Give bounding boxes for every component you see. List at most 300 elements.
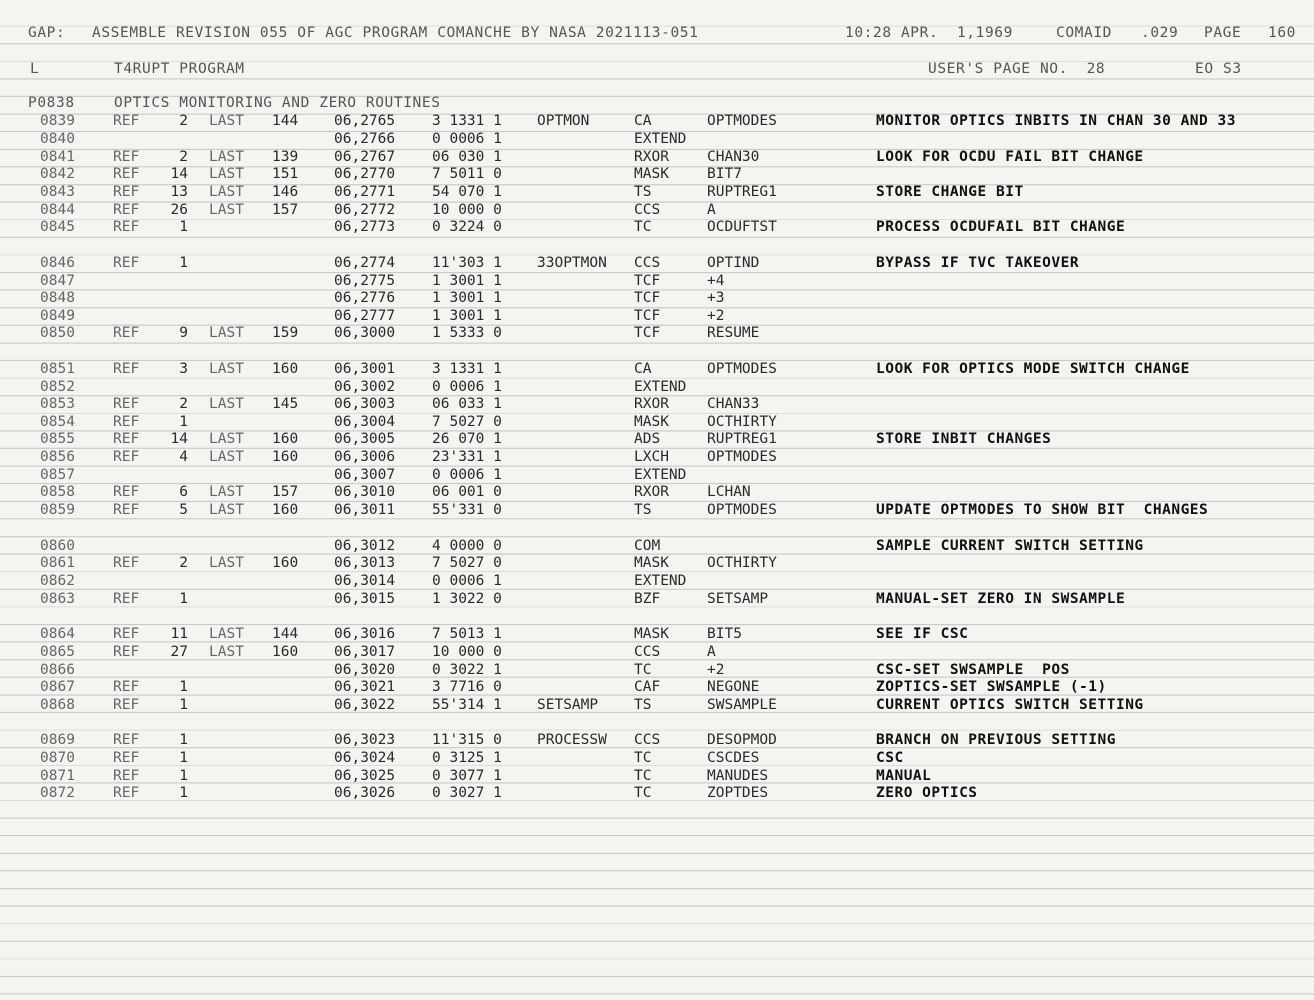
assembly-title: ASSEMBLE REVISION 055 OF AGC PROGRAM COMANCHE BY NASA 2021113-051 bbox=[92, 25, 699, 41]
comment: CURRENT OPTICS SWITCH SETTING bbox=[876, 697, 1144, 713]
opcode: MASK bbox=[634, 555, 669, 571]
octal-code: 0 3224 0 bbox=[432, 219, 502, 235]
listing-row bbox=[0, 430, 1314, 448]
opcode: RXOR bbox=[634, 149, 669, 165]
opcode: TCF bbox=[634, 273, 661, 289]
line-number: 0845 bbox=[40, 219, 75, 235]
listing-row bbox=[0, 360, 1314, 378]
address: 06,2766 bbox=[334, 131, 396, 147]
last-page: 159 bbox=[272, 325, 299, 341]
comment: MANUAL bbox=[876, 768, 932, 784]
ref-count: 11 bbox=[170, 626, 188, 642]
opcode: CCS bbox=[634, 732, 661, 748]
last-label: LAST bbox=[209, 202, 244, 218]
opcode: TS bbox=[634, 184, 652, 200]
line-number: 0856 bbox=[40, 449, 75, 465]
operand: ZOPTDES bbox=[707, 785, 769, 801]
ref-label: REF bbox=[113, 449, 140, 465]
address: 06,3021 bbox=[334, 679, 396, 695]
octal-code: 0 3022 1 bbox=[432, 662, 502, 678]
last-label: LAST bbox=[209, 184, 244, 200]
opcode: EXTEND bbox=[634, 131, 687, 147]
ref-label: REF bbox=[113, 166, 140, 182]
symbol-label: SETSAMP bbox=[537, 697, 599, 713]
octal-code: 26 070 1 bbox=[432, 431, 502, 447]
operand: OPTMODES bbox=[707, 113, 777, 129]
listing-row bbox=[0, 767, 1314, 785]
opcode: TC bbox=[634, 785, 652, 801]
listing-row bbox=[0, 625, 1314, 643]
ref-label: REF bbox=[113, 626, 140, 642]
last-label: LAST bbox=[209, 644, 244, 660]
ref-label: REF bbox=[113, 255, 140, 271]
last-page: 160 bbox=[272, 502, 299, 518]
operand: A bbox=[707, 202, 716, 218]
address: 06,3025 bbox=[334, 768, 396, 784]
octal-code: 7 5027 0 bbox=[432, 555, 502, 571]
address: 06,3001 bbox=[334, 361, 396, 377]
assembly-datetime: 10:28 APR. 1,1969 bbox=[845, 25, 1013, 41]
address: 06,2774 bbox=[334, 255, 396, 271]
comment: CSC bbox=[876, 750, 904, 766]
last-page: 160 bbox=[272, 644, 299, 660]
ref-label: REF bbox=[113, 768, 140, 784]
ref-count: 1 bbox=[179, 750, 188, 766]
opcode: CAF bbox=[634, 679, 661, 695]
last-page: 144 bbox=[272, 626, 299, 642]
opcode: CA bbox=[634, 361, 652, 377]
line-number: 0872 bbox=[40, 785, 75, 801]
listing-row bbox=[0, 324, 1314, 342]
ref-count: 3 bbox=[179, 361, 188, 377]
listing-row bbox=[0, 165, 1314, 183]
address: 06,2772 bbox=[334, 202, 396, 218]
listing-row bbox=[0, 501, 1314, 519]
operand: OCTHIRTY bbox=[707, 414, 777, 430]
ref-count: 2 bbox=[179, 149, 188, 165]
last-label: LAST bbox=[209, 626, 244, 642]
address: 06,3010 bbox=[334, 484, 396, 500]
address: 06,3003 bbox=[334, 396, 396, 412]
listing-row bbox=[0, 749, 1314, 767]
header-line-2 bbox=[0, 60, 1314, 78]
operand: OCDUFTST bbox=[707, 219, 777, 235]
operand: MANUDES bbox=[707, 768, 769, 784]
last-page: 146 bbox=[272, 184, 299, 200]
line-number: 0866 bbox=[40, 662, 75, 678]
listing-row bbox=[0, 483, 1314, 501]
listing-row bbox=[0, 466, 1314, 484]
ref-label: REF bbox=[113, 502, 140, 518]
last-label: LAST bbox=[209, 431, 244, 447]
address: 06,3013 bbox=[334, 555, 396, 571]
ref-count: 13 bbox=[170, 184, 188, 200]
octal-code: 0 0006 1 bbox=[432, 379, 502, 395]
octal-code: 06 001 0 bbox=[432, 484, 502, 500]
ref-count: 1 bbox=[179, 414, 188, 430]
ref-label: REF bbox=[113, 732, 140, 748]
page-label: PAGE bbox=[1204, 25, 1242, 41]
line-number: 0855 bbox=[40, 431, 75, 447]
operand: CHAN33 bbox=[707, 396, 760, 412]
operand: RESUME bbox=[707, 325, 760, 341]
line-number: 0862 bbox=[40, 573, 75, 589]
octal-code: 06 030 1 bbox=[432, 149, 502, 165]
opcode: EXTEND bbox=[634, 379, 687, 395]
ref-label: REF bbox=[113, 361, 140, 377]
listing-row bbox=[0, 696, 1314, 714]
operand: OCTHIRTY bbox=[707, 555, 777, 571]
line-number: 0871 bbox=[40, 768, 75, 784]
comment: SAMPLE CURRENT SWITCH SETTING bbox=[876, 538, 1144, 554]
last-label: LAST bbox=[209, 502, 244, 518]
octal-code: 55'331 0 bbox=[432, 502, 502, 518]
last-page: 151 bbox=[272, 166, 299, 182]
octal-code: 1 3001 1 bbox=[432, 290, 502, 306]
address: 06,2776 bbox=[334, 290, 396, 306]
opcode: EXTEND bbox=[634, 573, 687, 589]
octal-code: 10 000 0 bbox=[432, 202, 502, 218]
section-heading bbox=[0, 94, 1314, 112]
users-page-number: USER'S PAGE NO. 28 bbox=[928, 61, 1106, 77]
line-number: 0867 bbox=[40, 679, 75, 695]
last-page: 157 bbox=[272, 484, 299, 500]
comment: SEE IF CSC bbox=[876, 626, 969, 642]
address: 06,3012 bbox=[334, 538, 396, 554]
operand: RUPTREG1 bbox=[707, 431, 777, 447]
last-page: 160 bbox=[272, 449, 299, 465]
listing-row bbox=[0, 678, 1314, 696]
opcode: MASK bbox=[634, 166, 669, 182]
address: 06,2771 bbox=[334, 184, 396, 200]
ref-count: 1 bbox=[179, 679, 188, 695]
line-number: 0848 bbox=[40, 290, 75, 306]
address: 06,3017 bbox=[334, 644, 396, 660]
last-label: LAST bbox=[209, 166, 244, 182]
listing-row bbox=[0, 413, 1314, 431]
listing-row bbox=[0, 661, 1314, 679]
line-number: 0859 bbox=[40, 502, 75, 518]
ref-label: REF bbox=[113, 785, 140, 801]
last-page: 160 bbox=[272, 555, 299, 571]
octal-code: 3 1331 1 bbox=[432, 361, 502, 377]
section-number: P0838 bbox=[28, 95, 75, 111]
octal-code: 0 3027 1 bbox=[432, 785, 502, 801]
last-page: 160 bbox=[272, 361, 299, 377]
ref-label: REF bbox=[113, 750, 140, 766]
symbol-label: 33OPTMON bbox=[537, 255, 607, 271]
octal-code: 4 0000 0 bbox=[432, 538, 502, 554]
octal-code: 1 3022 0 bbox=[432, 591, 502, 607]
address: 06,3023 bbox=[334, 732, 396, 748]
ref-label: REF bbox=[113, 431, 140, 447]
listing-row bbox=[0, 148, 1314, 166]
last-page: 160 bbox=[272, 431, 299, 447]
ref-label: REF bbox=[113, 113, 140, 129]
ref-count: 27 bbox=[170, 644, 188, 660]
comment: MANUAL-SET ZERO IN SWSAMPLE bbox=[876, 591, 1126, 607]
address: 06,3006 bbox=[334, 449, 396, 465]
operand: CHAN30 bbox=[707, 149, 760, 165]
operand: +2 bbox=[707, 308, 725, 324]
ref-label: REF bbox=[113, 697, 140, 713]
octal-code: 0 0006 1 bbox=[432, 131, 502, 147]
comment: STORE INBIT CHANGES bbox=[876, 431, 1052, 447]
ref-count: 6 bbox=[179, 484, 188, 500]
ref-label: REF bbox=[113, 202, 140, 218]
listing-row bbox=[0, 643, 1314, 661]
line-number: 0857 bbox=[40, 467, 75, 483]
octal-code: 7 5013 1 bbox=[432, 626, 502, 642]
last-label: LAST bbox=[209, 396, 244, 412]
line-number: 0858 bbox=[40, 484, 75, 500]
ref-count: 1 bbox=[179, 591, 188, 607]
ref-count: 2 bbox=[179, 555, 188, 571]
operand: +4 bbox=[707, 273, 725, 289]
operand: OPTIND bbox=[707, 255, 760, 271]
listing-row bbox=[0, 378, 1314, 396]
opcode: TS bbox=[634, 502, 652, 518]
address: 06,2765 bbox=[334, 113, 396, 129]
listing-row bbox=[0, 130, 1314, 148]
ref-count: 1 bbox=[179, 219, 188, 235]
listing-row bbox=[0, 731, 1314, 749]
opcode: TC bbox=[634, 768, 652, 784]
line-number: 0869 bbox=[40, 732, 75, 748]
operand: +3 bbox=[707, 290, 725, 306]
comment: LOOK FOR OPTICS MODE SWITCH CHANGE bbox=[876, 361, 1190, 377]
opcode: TCF bbox=[634, 290, 661, 306]
last-page: 144 bbox=[272, 113, 299, 129]
last-label: LAST bbox=[209, 325, 244, 341]
line-number: 0864 bbox=[40, 626, 75, 642]
ref-count: 1 bbox=[179, 255, 188, 271]
last-page: 145 bbox=[272, 396, 299, 412]
operand: DESOPMOD bbox=[707, 732, 777, 748]
comment: ZERO OPTICS bbox=[876, 785, 978, 801]
line-number: 0841 bbox=[40, 149, 75, 165]
opcode: TCF bbox=[634, 325, 661, 341]
octal-code: 0 3125 1 bbox=[432, 750, 502, 766]
listing-row bbox=[0, 201, 1314, 219]
opcode: TCF bbox=[634, 308, 661, 324]
ref-count: 2 bbox=[179, 113, 188, 129]
listing-row bbox=[0, 183, 1314, 201]
ref-count: 4 bbox=[179, 449, 188, 465]
eo-marker: EO S3 bbox=[1195, 61, 1242, 77]
listing-row bbox=[0, 395, 1314, 413]
section-title: OPTICS MONITORING AND ZERO ROUTINES bbox=[114, 95, 441, 111]
octal-code: 23'331 1 bbox=[432, 449, 502, 465]
operand: OPTMODES bbox=[707, 449, 777, 465]
last-label: LAST bbox=[209, 449, 244, 465]
octal-code: 1 3001 1 bbox=[432, 273, 502, 289]
last-label: LAST bbox=[209, 484, 244, 500]
octal-code: 3 7716 0 bbox=[432, 679, 502, 695]
line-number: 0849 bbox=[40, 308, 75, 324]
opcode: CA bbox=[634, 113, 652, 129]
line-number: 0843 bbox=[40, 184, 75, 200]
opcode: TC bbox=[634, 662, 652, 678]
opcode: EXTEND bbox=[634, 467, 687, 483]
ref-count: 1 bbox=[179, 785, 188, 801]
line-number: 0847 bbox=[40, 273, 75, 289]
ref-label: REF bbox=[113, 679, 140, 695]
address: 06,3005 bbox=[334, 431, 396, 447]
operand: BIT5 bbox=[707, 626, 742, 642]
ref-count: 14 bbox=[170, 431, 188, 447]
operand: OPTMODES bbox=[707, 361, 777, 377]
last-label: LAST bbox=[209, 113, 244, 129]
address: 06,3004 bbox=[334, 414, 396, 430]
ref-count: 1 bbox=[179, 697, 188, 713]
ref-count: 1 bbox=[179, 768, 188, 784]
operand: +2 bbox=[707, 662, 725, 678]
octal-code: 55'314 1 bbox=[432, 697, 502, 713]
header-line-1 bbox=[0, 24, 1314, 42]
octal-code: 06 033 1 bbox=[432, 396, 502, 412]
octal-code: 7 5027 0 bbox=[432, 414, 502, 430]
line-number: 0844 bbox=[40, 202, 75, 218]
octal-code: 7 5011 0 bbox=[432, 166, 502, 182]
listing-row bbox=[0, 448, 1314, 466]
log-marker: L bbox=[30, 61, 40, 77]
opcode: RXOR bbox=[634, 484, 669, 500]
ref-count: 5 bbox=[179, 502, 188, 518]
octal-code: 10 000 0 bbox=[432, 644, 502, 660]
ref-count: 1 bbox=[179, 732, 188, 748]
opcode: RXOR bbox=[634, 396, 669, 412]
opcode: TS bbox=[634, 697, 652, 713]
address: 06,2770 bbox=[334, 166, 396, 182]
line-number: 0846 bbox=[40, 255, 75, 271]
ref-label: REF bbox=[113, 414, 140, 430]
comment: ZOPTICS-SET SWSAMPLE (-1) bbox=[876, 679, 1107, 695]
listing-row bbox=[0, 537, 1314, 555]
program-name: T4RUPT PROGRAM bbox=[114, 61, 245, 77]
comment: BYPASS IF TVC TAKEOVER bbox=[876, 255, 1080, 271]
address: 06,3007 bbox=[334, 467, 396, 483]
line-number: 0870 bbox=[40, 750, 75, 766]
opcode: CCS bbox=[634, 644, 661, 660]
comment: UPDATE OPTMODES TO SHOW BIT CHANGES bbox=[876, 502, 1209, 518]
line-number: 0850 bbox=[40, 325, 75, 341]
listing-row bbox=[0, 554, 1314, 572]
octal-code: 11'315 0 bbox=[432, 732, 502, 748]
operand: BIT7 bbox=[707, 166, 742, 182]
line-number: 0854 bbox=[40, 414, 75, 430]
comment: LOOK FOR OCDU FAIL BIT CHANGE bbox=[876, 149, 1144, 165]
address: 06,3002 bbox=[334, 379, 396, 395]
ref-label: REF bbox=[113, 184, 140, 200]
ref-label: REF bbox=[113, 484, 140, 500]
operand: SWSAMPLE bbox=[707, 697, 777, 713]
listing-row bbox=[0, 572, 1314, 590]
line-number: 0865 bbox=[40, 644, 75, 660]
listing-row bbox=[0, 218, 1314, 236]
opcode: COM bbox=[634, 538, 661, 554]
address: 06,3022 bbox=[334, 697, 396, 713]
octal-code: 54 070 1 bbox=[432, 184, 502, 200]
listing-row bbox=[0, 289, 1314, 307]
opcode: TC bbox=[634, 750, 652, 766]
ref-label: REF bbox=[113, 591, 140, 607]
comment: BRANCH ON PREVIOUS SETTING bbox=[876, 732, 1116, 748]
opcode: TC bbox=[634, 219, 652, 235]
operand: RUPTREG1 bbox=[707, 184, 777, 200]
octal-code: 1 3001 1 bbox=[432, 308, 502, 324]
listing-row bbox=[0, 307, 1314, 325]
address: 06,2773 bbox=[334, 219, 396, 235]
octal-code: 0 0006 1 bbox=[432, 573, 502, 589]
opcode: CCS bbox=[634, 255, 661, 271]
line-number: 0852 bbox=[40, 379, 75, 395]
octal-code: 0 0006 1 bbox=[432, 467, 502, 483]
listing-row bbox=[0, 590, 1314, 608]
opcode: CCS bbox=[634, 202, 661, 218]
octal-code: 1 5333 0 bbox=[432, 325, 502, 341]
last-label: LAST bbox=[209, 361, 244, 377]
last-page: 139 bbox=[272, 149, 299, 165]
ref-label: REF bbox=[113, 555, 140, 571]
opcode: LXCH bbox=[634, 449, 669, 465]
comment: MONITOR OPTICS INBITS IN CHAN 30 AND 33 bbox=[876, 113, 1236, 129]
address: 06,2775 bbox=[334, 273, 396, 289]
opcode: MASK bbox=[634, 414, 669, 430]
opcode: ADS bbox=[634, 431, 661, 447]
line-number: 0860 bbox=[40, 538, 75, 554]
address: 06,3014 bbox=[334, 573, 396, 589]
comment: CSC-SET SWSAMPLE POS bbox=[876, 662, 1070, 678]
line-number: 0842 bbox=[40, 166, 75, 182]
listing-row bbox=[0, 784, 1314, 802]
operand: OPTMODES bbox=[707, 502, 777, 518]
opcode: MASK bbox=[634, 626, 669, 642]
octal-code: 11'303 1 bbox=[432, 255, 502, 271]
operand: NEGONE bbox=[707, 679, 760, 695]
octal-code: 0 3077 1 bbox=[432, 768, 502, 784]
ref-label: REF bbox=[113, 396, 140, 412]
last-label: LAST bbox=[209, 149, 244, 165]
operand: LCHAN bbox=[707, 484, 751, 500]
address: 06,2777 bbox=[334, 308, 396, 324]
ref-label: REF bbox=[113, 219, 140, 235]
ref-count: 14 bbox=[170, 166, 188, 182]
comment: PROCESS OCDUFAIL BIT CHANGE bbox=[876, 219, 1126, 235]
comment: STORE CHANGE BIT bbox=[876, 184, 1024, 200]
address: 06,2767 bbox=[334, 149, 396, 165]
address: 06,3026 bbox=[334, 785, 396, 801]
operand: CSCDES bbox=[707, 750, 760, 766]
operand: SETSAMP bbox=[707, 591, 769, 607]
ref-count: 26 bbox=[170, 202, 188, 218]
address: 06,3024 bbox=[334, 750, 396, 766]
system-name: COMAID bbox=[1056, 25, 1112, 41]
octal-code: 3 1331 1 bbox=[432, 113, 502, 129]
line-number: 0863 bbox=[40, 591, 75, 607]
page-number: 160 bbox=[1268, 25, 1296, 41]
gap-id: GAP: bbox=[28, 25, 66, 41]
line-number: 0853 bbox=[40, 396, 75, 412]
ref-label: REF bbox=[113, 325, 140, 341]
listing-row bbox=[0, 112, 1314, 130]
address: 06,3000 bbox=[334, 325, 396, 341]
operand: A bbox=[707, 644, 716, 660]
listing-row bbox=[0, 272, 1314, 290]
line-number: 0851 bbox=[40, 361, 75, 377]
symbol-label: OPTMON bbox=[537, 113, 590, 129]
last-page: 157 bbox=[272, 202, 299, 218]
